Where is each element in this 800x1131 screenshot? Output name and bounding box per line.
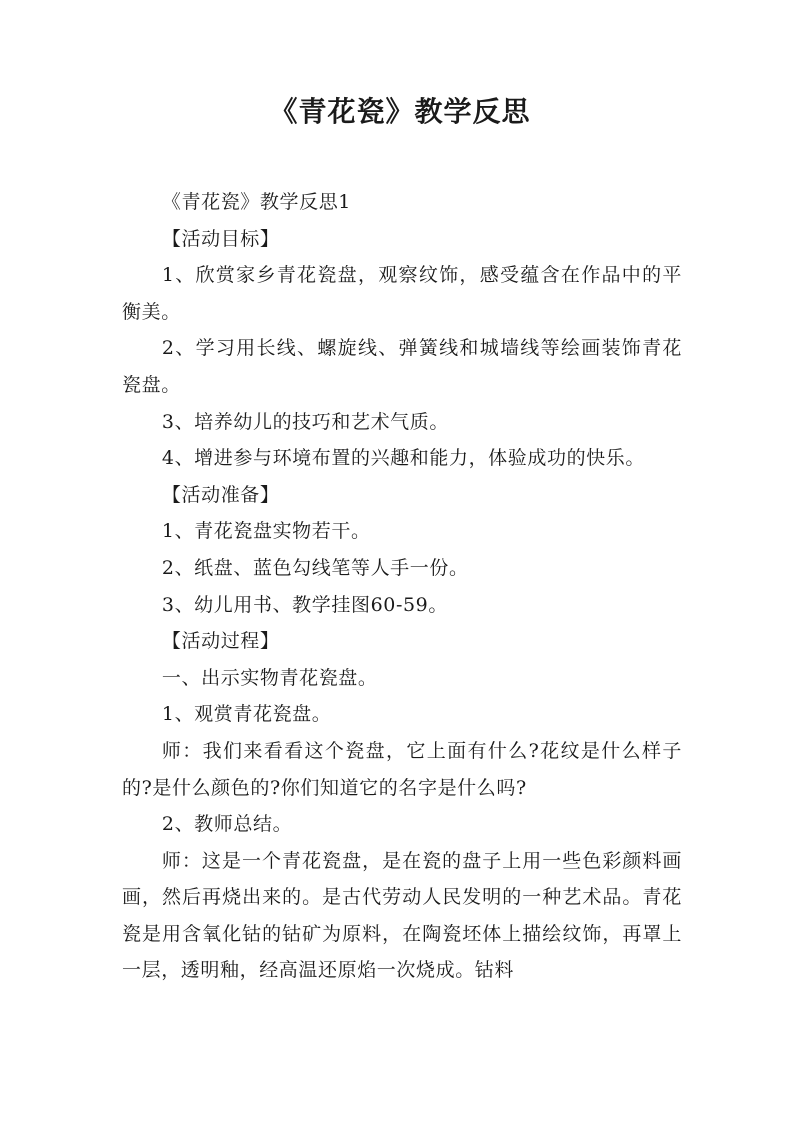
paragraph-process-substep-1: 1、观赏青花瓷盘。	[161, 703, 332, 726]
paragraph-goal-4: 4、增进参与环境布置的兴趣和能力，体验成功的快乐。	[161, 447, 645, 470]
paragraph-goal-3: 3、培养幼儿的技巧和艺术气质。	[161, 410, 449, 433]
paragraph-preparation-2: 2、纸盘、蓝色勾线笔等人手一份。	[161, 556, 469, 579]
paragraph-process-step-1: 一、出示实物青花瓷盘。	[161, 666, 378, 689]
paragraph-preparation-heading: 【活动准备】	[161, 483, 280, 506]
document-title: 《青花瓷》教学反思	[269, 95, 531, 128]
paragraph-process-substep-2: 2、教师总结。	[161, 813, 293, 836]
paragraph-activity-goals-heading: 【活动目标】	[161, 227, 280, 250]
paragraph-preparation-3: 3、幼儿用书、教学挂图60-59。	[161, 593, 448, 616]
paragraph-section-heading: 《青花瓷》教学反思1	[161, 191, 351, 213]
paragraph-preparation-1: 1、青花瓷盘实物若干。	[161, 520, 371, 543]
document-body	[122, 184, 682, 989]
paragraph-goal-2: 2、学习用长线、螺旋线、弹簧线和城墙线等绘画装饰青花瓷盘。	[122, 337, 682, 396]
paragraph-goal-1: 1、欣赏家乡青花瓷盘，观察纹饰，感受蕴含在作品中的平衡美。	[122, 264, 682, 323]
paragraph-teacher-summary: 师：这是一个青花瓷盘，是在瓷的盘子上用一些色彩颜料画画，然后再烧出来的。是古代劳动人民发明的一种艺术品。青花瓷是用含氧化钴的钴矿为原料，在陶瓷坯体上描绘纹饰，再罩上一层，透明釉，经高温还原焰一次烧成。钴料	[122, 849, 682, 982]
paragraph-process-heading: 【活动过程】	[161, 630, 280, 653]
paragraph-teacher-question: 师：我们来看看这个瓷盘，它上面有什么?花纹是什么样子的?是什么颜色的?你们知道它的名字是什么吗?	[122, 739, 682, 799]
